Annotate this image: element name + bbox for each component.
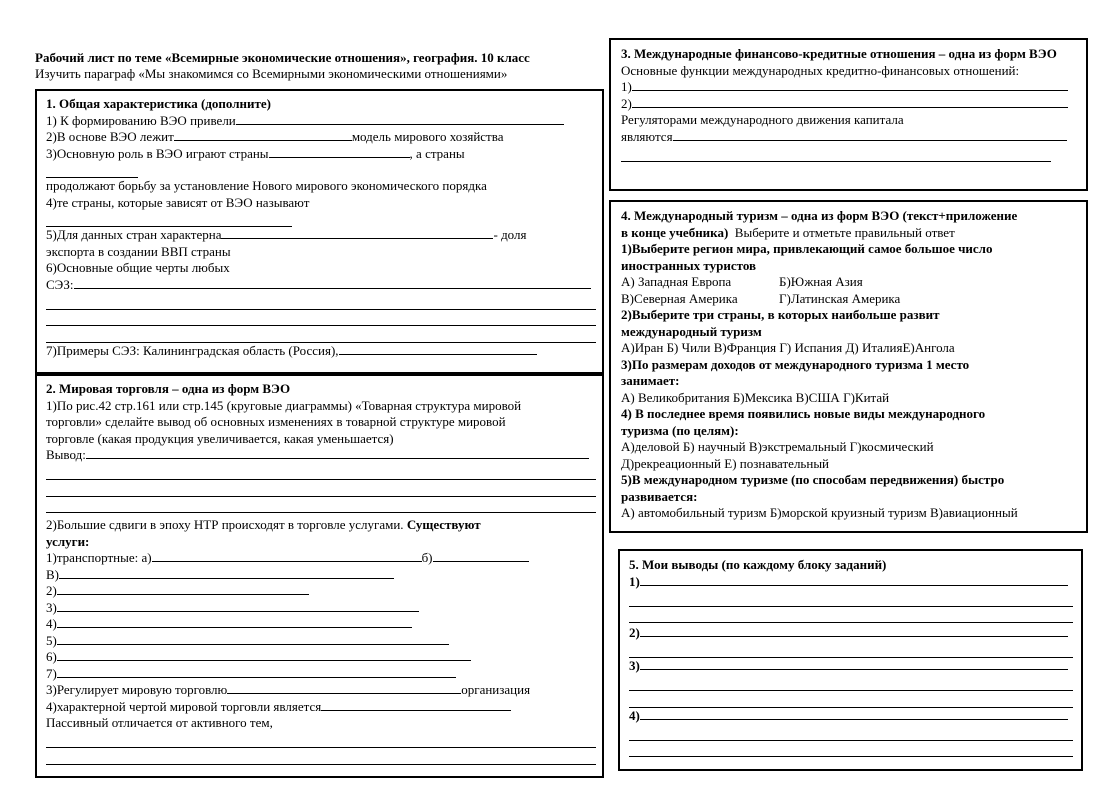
trade-services-7-label: 7): [46, 665, 57, 681]
general-q4-field[interactable]: [46, 215, 292, 227]
conclusion-4-field-2[interactable]: [629, 724, 1073, 741]
conclusion-1-field-1[interactable]: [640, 574, 1068, 586]
trade-passive-field-2[interactable]: [46, 748, 596, 765]
trade-conclusion-field-4[interactable]: [46, 497, 596, 514]
tourism-q3-options[interactable]: А) Великобритания Б)Мексика В)США Г)Китай: [621, 389, 890, 405]
conclusion-2-field-2[interactable]: [629, 642, 1073, 659]
section-general-title: 1. Общая характеристика (дополните): [46, 96, 271, 111]
trade-services-6-label: 6): [46, 649, 57, 664]
tourism-q1-option-a[interactable]: А) Западная Европа: [621, 274, 732, 289]
worksheet-subtitle: Изучить параграф «Мы знакомимся со Всемирными экономическими отношениями»: [35, 66, 508, 81]
trade-services-2-label: 2): [46, 583, 57, 598]
conclusion-3-label: 3): [629, 658, 640, 673]
section-conclusions-title: 5. Мои выводы (по каждому блоку заданий): [629, 557, 887, 572]
finance-regulators-label-2: являются: [621, 128, 673, 144]
conclusion-2-field-1[interactable]: [640, 625, 1068, 637]
trade-q1-text-3: торговле (какая продукция увеличивается, какая уменьшается): [46, 430, 394, 446]
conclusion-1-field-3[interactable]: [629, 607, 1073, 624]
tourism-q4-text: 4) В последнее время появились новые виды международного: [621, 406, 986, 421]
tourism-q1-option-c[interactable]: В)Северная Америка: [621, 290, 738, 306]
trade-conclusion-field-1[interactable]: [86, 447, 589, 459]
trade-q1-text-1: 1)По рис.42 стр.161 или стр.145 (круговые диаграммы) «Товарная структура мировой: [46, 397, 522, 413]
conclusion-4-field-1[interactable]: [640, 708, 1068, 720]
trade-services-4-field[interactable]: [57, 616, 412, 628]
trade-passive-label: Пассивный отличается от активного тем,: [46, 715, 273, 730]
general-q5-field[interactable]: [221, 227, 493, 239]
section-trade-content: [46, 381, 596, 765]
trade-q2-bold-2: услуги:: [46, 533, 90, 549]
trade-q3-suffix: организация: [461, 682, 531, 697]
trade-q2-text: 2)Большие сдвиги в эпоху НТР происходят в торговле услугами.: [46, 517, 404, 532]
finance-regulators-field-1[interactable]: [673, 129, 1067, 141]
trade-q2-bold: Существуют: [406, 517, 481, 532]
general-q2-field[interactable]: [174, 129, 352, 141]
tourism-q1-text: 1)Выберите регион мира, привлекающий самое большое число: [621, 241, 993, 256]
trade-services-1b-field[interactable]: [433, 550, 529, 562]
conclusion-3-field-3[interactable]: [629, 691, 1073, 708]
trade-q4-field[interactable]: [321, 699, 511, 711]
conclusion-1-field-2[interactable]: [629, 590, 1073, 607]
general-q7-label: 7)Примеры СЭЗ: Калининградская область (Россия),: [46, 342, 339, 358]
tourism-q4-options[interactable]: А)деловой Б) научный В)экстремальный Г)космический: [621, 439, 934, 454]
general-q5-mid: - доля: [493, 227, 527, 242]
tourism-q2-text-2: международный туризм: [621, 323, 762, 339]
tourism-q2-text: 2)Выберите три страны, в которых наибольше развит: [621, 307, 940, 322]
finance-functions-label: Основные функции международных кредитно-финансовых отношений:: [621, 62, 1020, 78]
general-q3-mid: , а страны: [409, 145, 465, 161]
general-q3-suffix: продолжают борьбу за установление Нового мирового экономического порядка: [46, 178, 487, 193]
general-q3-field-1[interactable]: [269, 146, 410, 158]
trade-services-1c-field[interactable]: [59, 567, 394, 579]
conclusion-3-field-1[interactable]: [640, 658, 1068, 670]
section-tourism-title-2: в конце учебника): [621, 224, 729, 240]
general-q6-field-2[interactable]: [46, 293, 596, 310]
finance-function-2-label: 2): [621, 95, 632, 111]
trade-services-1c-label: В): [46, 566, 59, 582]
general-q7-field[interactable]: [339, 343, 537, 355]
section-tourism-title: 4. Международный туризм – одна из форм ВЭО (текст+приложение: [621, 208, 1018, 223]
section-tourism-content: [621, 208, 1081, 522]
trade-services-7-field[interactable]: [57, 666, 456, 678]
general-q4-label: 4)те страны, которые зависят от ВЭО называют: [46, 194, 310, 210]
tourism-q5-text-2: развивается:: [621, 488, 698, 504]
general-q6-field-4[interactable]: [46, 326, 596, 343]
section-finance-content: [621, 46, 1079, 162]
general-q3-label: 3)Основную роль в ВЭО играют страны: [46, 145, 269, 161]
trade-services-6-field[interactable]: [57, 649, 471, 661]
finance-function-1-field[interactable]: [632, 79, 1068, 91]
conclusion-4-label: 4): [629, 707, 640, 723]
trade-services-3-label: 3): [46, 599, 57, 615]
tourism-q3-text: 3)По размерам доходов от международного туризма 1 место: [621, 356, 970, 372]
tourism-q5-options[interactable]: А) автомобильный туризм Б)морской круизный туризм В)авиационный: [621, 505, 1018, 520]
trade-conclusion-field-2[interactable]: [46, 464, 596, 481]
tourism-q5-text: 5)В международном туризме (по способам передвижения) быстро: [621, 472, 1005, 487]
finance-function-1-label: 1): [621, 79, 632, 94]
conclusion-1-label: 1): [629, 573, 640, 589]
section-finance-title: 3. Международные финансово-кредитные отношения – одна из форм ВЭО: [621, 46, 1057, 61]
trade-services-4-label: 4): [46, 616, 57, 631]
trade-passive-field-1[interactable]: [46, 732, 596, 749]
section-trade-title: 2. Мировая торговля – одна из форм ВЭО: [46, 381, 291, 396]
general-q5-suffix: экспорта в создании ВВП страны: [46, 243, 231, 259]
trade-q4-label: 4)характерной чертой мировой торговли является: [46, 698, 322, 714]
tourism-instruction: Выберите и отметьте правильный ответ: [734, 224, 955, 240]
trade-q3-label: 3)Регулирует мировую торговлю: [46, 682, 228, 697]
trade-services-2-field[interactable]: [57, 583, 309, 595]
section-general-content: [46, 96, 596, 359]
trade-q3-field[interactable]: [227, 682, 461, 694]
general-q2-label: 2)В основе ВЭО лежит: [46, 129, 174, 144]
finance-regulators-label: Регуляторами международного движения капитала: [621, 112, 904, 127]
trade-q1-text-2: торговли» сделайте вывод об основных изменениях в товарной структуре мировой: [46, 414, 506, 429]
general-q1-label: 1) К формированию ВЭО привели: [46, 112, 236, 128]
general-q6-field-3[interactable]: [46, 310, 596, 327]
section-conclusions-content: [629, 557, 1073, 757]
tourism-q3-text-2: занимает:: [621, 373, 680, 388]
conclusion-2-label: 2): [629, 625, 640, 640]
tourism-q4-options-2[interactable]: Д)рекреационный Е) познавательный: [621, 455, 830, 471]
tourism-q4-text-2: туризма (по целям):: [621, 422, 739, 438]
general-q6-field-1[interactable]: [74, 277, 591, 289]
general-q5-label: 5)Для данных стран характерна: [46, 227, 222, 242]
finance-function-2-field[interactable]: [632, 96, 1068, 108]
trade-services-3-field[interactable]: [57, 600, 419, 612]
trade-conclusion-field-3[interactable]: [46, 480, 596, 497]
general-q6-label-2: СЭЗ:: [46, 276, 74, 292]
tourism-q1-option-d[interactable]: Г)Латинская Америка: [779, 290, 901, 306]
tourism-q1-text-2: иностранных туристов: [621, 257, 757, 273]
general-q3-field-2[interactable]: [46, 166, 138, 178]
general-q1-field[interactable]: [236, 113, 564, 125]
tourism-q2-options[interactable]: А)Иран Б) Чили В)Франция Г) Испания Д) ИталияЕ)Ангола: [621, 340, 955, 355]
worksheet-title: Рабочий лист по теме «Всемирные экономические отношения», география. 10 класс: [35, 50, 530, 65]
tourism-q1-option-b[interactable]: Б)Южная Азия: [779, 274, 863, 289]
trade-services-1-label: 1)транспортные: а): [46, 550, 152, 565]
finance-regulators-field-2[interactable]: [621, 145, 1051, 162]
trade-services-5-label: 5): [46, 632, 57, 648]
conclusion-3-field-2[interactable]: [629, 675, 1073, 692]
trade-services-5-field[interactable]: [57, 633, 449, 645]
trade-services-1b-label: б): [421, 550, 433, 565]
general-q6-label: 6)Основные общие черты любых: [46, 260, 230, 275]
general-q2-suffix: модель мирового хозяйства: [351, 129, 504, 144]
trade-conclusion-label: Вывод:: [46, 447, 86, 462]
trade-services-1a-field[interactable]: [152, 550, 422, 562]
conclusion-4-field-3[interactable]: [629, 741, 1073, 758]
